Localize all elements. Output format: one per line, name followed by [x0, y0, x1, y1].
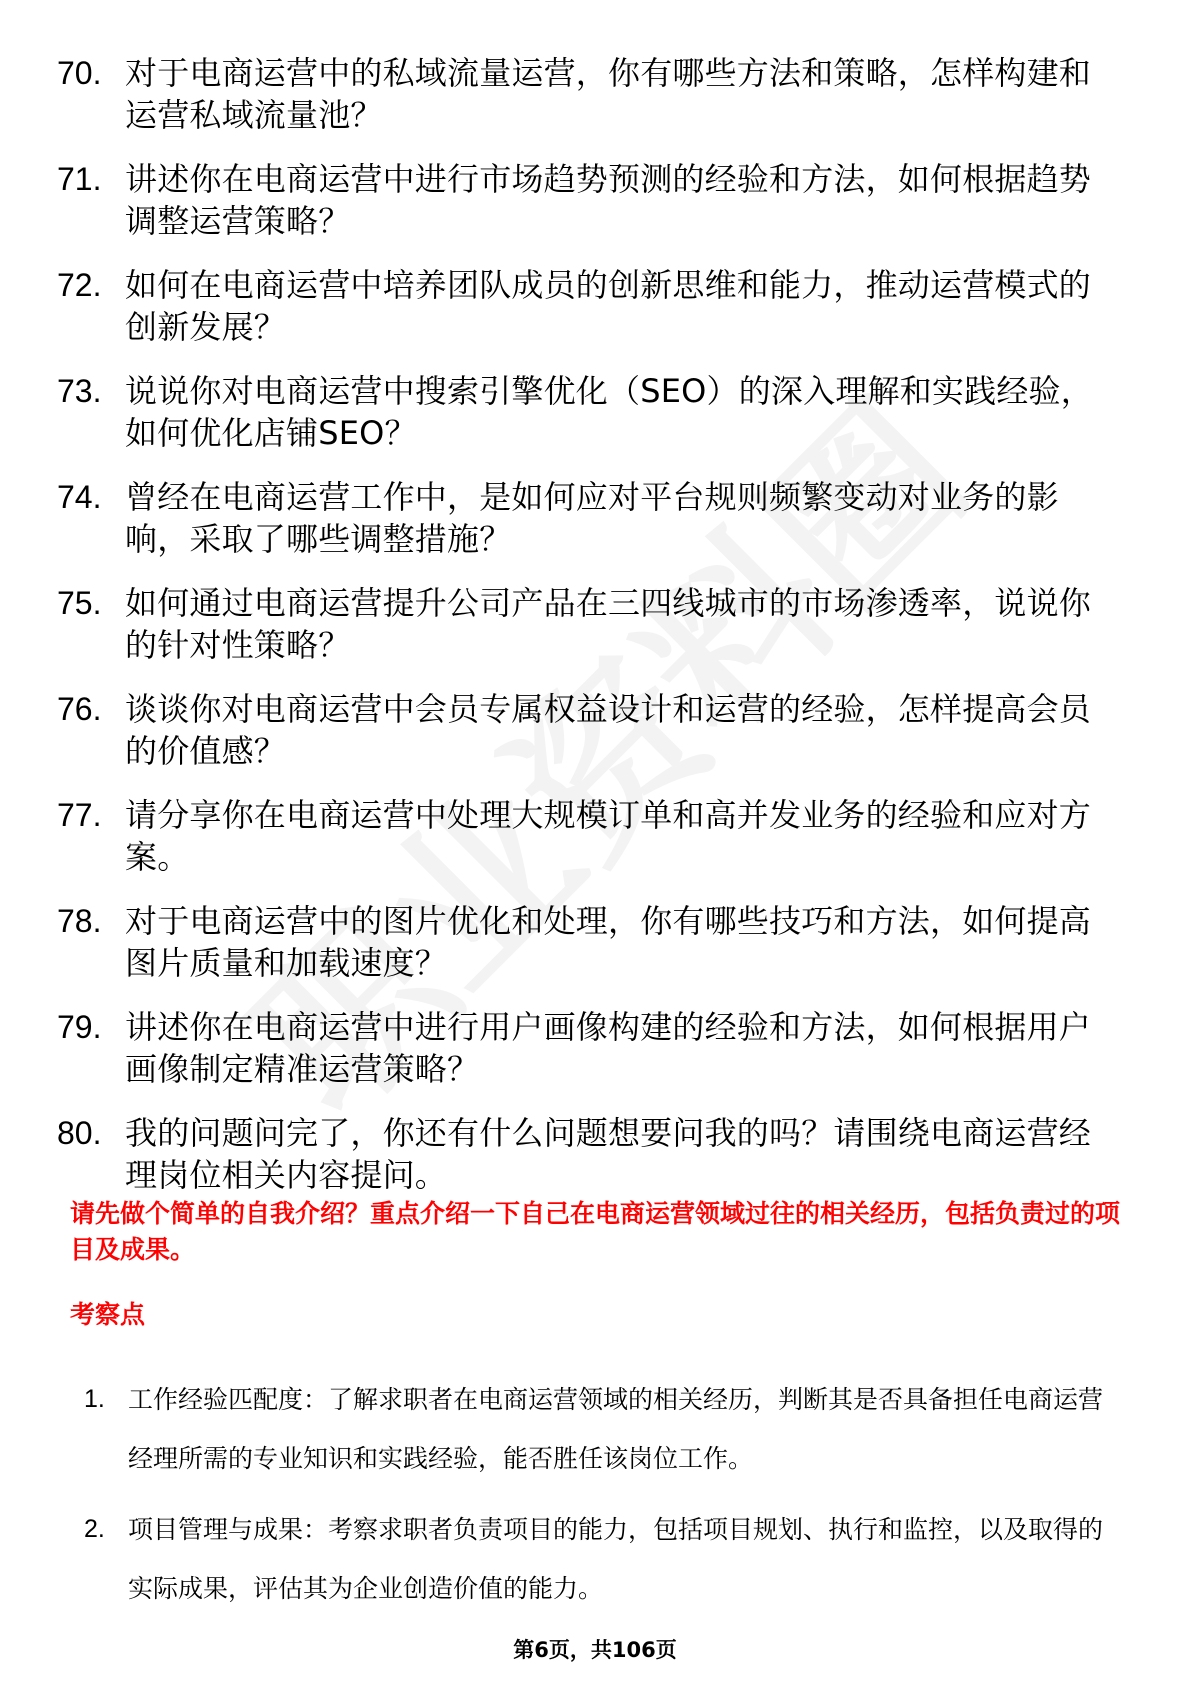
question-number: 76.	[57, 691, 102, 727]
question-number: 75.	[57, 585, 102, 621]
featured-question: 请先做个简单的自我介绍？重点介绍一下自己在电商运营领域过往的相关经历，包括负责过的项目及成果。	[70, 1199, 1121, 1264]
question-text: 请分享你在电商运营中处理大规模订单和高并发业务的经验和应对方案。	[125, 796, 1092, 876]
page-number: 第6页，共106页	[513, 1638, 677, 1662]
question-item	[57, 900, 1117, 984]
question-item	[57, 688, 1117, 772]
question-item	[57, 476, 1117, 560]
question-text: 说说你对电商运营中搜索引擎优化（SEO）的深入理解和实践经验，如何优化店铺SEO？	[125, 372, 1093, 452]
question-list	[57, 52, 1117, 1218]
question-number: 72.	[57, 267, 102, 303]
question-item	[57, 158, 1117, 242]
question-number: 78.	[57, 903, 102, 939]
assessment-point	[84, 1370, 1124, 1488]
question-number: 80.	[57, 1115, 102, 1151]
question-item	[57, 1112, 1117, 1196]
question-text: 我的问题问完了，你还有什么问题想要问我的吗？请围绕电商运营经理岗位相关内容提问。	[125, 1114, 1092, 1194]
assessment-point	[84, 1500, 1124, 1618]
question-number: 71.	[57, 161, 102, 197]
question-item	[57, 582, 1117, 666]
question-number: 79.	[57, 1009, 102, 1045]
question-number: 77.	[57, 797, 102, 833]
question-text: 讲述你在电商运营中进行用户画像构建的经验和方法，如何根据用户画像制定精准运营策略？	[125, 1008, 1092, 1088]
assessment-points	[84, 1370, 1124, 1630]
question-text: 曾经在电商运营工作中，是如何应对平台规则频繁变动对业务的影响，采取了哪些调整措施？	[125, 478, 1059, 558]
point-number: 1.	[84, 1385, 105, 1413]
point-number: 2.	[84, 1515, 105, 1543]
point-text: 项目管理与成果：考察求职者负责项目的能力，包括项目规划、执行和监控，以及取得的实际成果，评估其为企业创造价值的能力。	[128, 1515, 1104, 1603]
question-text: 如何通过电商运营提升公司产品在三四线城市的市场渗透率，说说你的针对性策略？	[125, 584, 1092, 664]
question-number: 70.	[57, 55, 102, 91]
question-text: 对于电商运营中的图片优化和处理，你有哪些技巧和方法，如何提高图片质量和加载速度？	[125, 902, 1092, 982]
question-item	[57, 264, 1117, 348]
question-text: 讲述你在电商运营中进行市场趋势预测的经验和方法，如何根据趋势调整运营策略？	[125, 160, 1092, 240]
question-item	[57, 794, 1117, 878]
question-text: 谈谈你对电商运营中会员专属权益设计和运营的经验，怎样提高会员的价值感？	[125, 690, 1092, 770]
question-number: 73.	[57, 373, 102, 409]
section-title: 考察点	[70, 1300, 146, 1329]
question-item	[57, 370, 1117, 454]
question-text: 如何在电商运营中培养团队成员的创新思维和能力，推动运营模式的创新发展？	[125, 266, 1092, 346]
point-text: 工作经验匹配度：了解求职者在电商运营领域的相关经历，判断其是否具备担任电商运营经理所需的专业知识和实践经验，能否胜任该岗位工作。	[128, 1385, 1104, 1473]
question-number: 74.	[57, 479, 102, 515]
question-item	[57, 1006, 1117, 1090]
question-text: 对于电商运营中的私域流量运营，你有哪些方法和策略，怎样构建和运营私域流量池？	[125, 54, 1092, 134]
question-item	[57, 52, 1117, 136]
